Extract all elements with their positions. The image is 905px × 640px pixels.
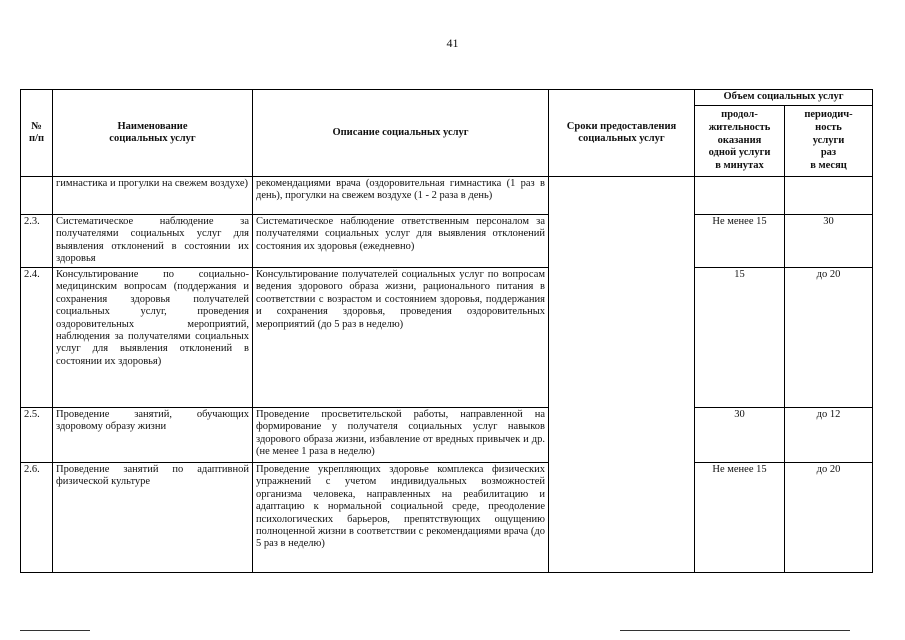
footer-rule-left bbox=[20, 630, 90, 631]
row-duration: Не менее 15 bbox=[695, 463, 785, 573]
row-service-description: Проведение укрепляющих здоровье комплекса физических упражнений с учетом индивидуальных возможностей организма человека, направленных на реабилитацию и адаптацию к нормальной социальной среде, преодоление психологических барьеров, препятствующих ощущению полноценной жизни в соответствии с рекомендациями врача (до 5 раз в неделю) bbox=[253, 463, 549, 573]
header-number bbox=[21, 90, 53, 177]
terms-cell bbox=[549, 177, 695, 573]
header-service-terms-text: Сроки предоставления социальных услуг bbox=[566, 120, 677, 144]
header-row bbox=[21, 90, 873, 106]
header-service-terms bbox=[549, 90, 695, 177]
row-service-description: Проведение просветительской работы, направленной на формирование у получателя социальных услуг навыков здорового образа жизни, избавление от вредных привычек и др. (не менее 1 раза в неделю) bbox=[253, 408, 549, 463]
row-duration: 30 bbox=[695, 408, 785, 463]
header-service-description-text: Описание социальных услуг bbox=[332, 126, 469, 138]
row-service-name: Консультирование по социально-медицинским вопросам (поддержания и сохранения здоровья получателей социальных услуг, проведения оздоровительных мероприятий, наблюдения за получателями социальных услуг для выявления отклонений в состоянии их здоровья) bbox=[53, 268, 253, 408]
row-service-name: Проведение занятий по адаптивной физической культуре bbox=[53, 463, 253, 573]
row-periodicity: до 12 bbox=[785, 408, 873, 463]
row-duration: Не менее 15 bbox=[695, 215, 785, 268]
header-periodicity bbox=[785, 106, 873, 177]
row-number bbox=[21, 177, 53, 215]
row-duration bbox=[695, 177, 785, 215]
row-duration: 15 bbox=[695, 268, 785, 408]
row-service-description: рекомендациями врача (оздоровительная гимнастика (1 раз в день), прогулки на свежем воздухе (1 - 2 раза в день) bbox=[253, 177, 549, 215]
table-row bbox=[21, 463, 873, 573]
row-service-description: Консультирование получателей социальных услуг по вопросам ведения здорового образа жизни, рационального питания в соответствии с возрастом и состоянием здоровья, поддержания и сохранения здоровья, проведения оздоровительных мероприятий (до 5 раз в неделю) bbox=[253, 268, 549, 408]
row-number: 2.4. bbox=[21, 268, 53, 408]
row-service-name: Систематическое наблюдение за получателями социальных услуг для выявления отклонений в состоянии их здоровья bbox=[53, 215, 253, 268]
header-service-volume-text: Объем социальных услуг bbox=[723, 91, 844, 103]
table-row bbox=[21, 177, 873, 215]
row-number: 2.5. bbox=[21, 408, 53, 463]
row-service-name: гимнастика и прогулки на свежем воздухе) bbox=[53, 177, 253, 215]
footer-rule-right bbox=[620, 630, 850, 631]
header-periodicity-text: периодич- ность услуги раз в месяц bbox=[804, 109, 853, 172]
page-number: 41 bbox=[446, 36, 459, 50]
table-row bbox=[21, 215, 873, 268]
header-number-text: № п/п bbox=[28, 120, 45, 144]
header-service-name-text: Наименование социальных услуг bbox=[109, 120, 196, 144]
header-duration bbox=[695, 106, 785, 177]
social-services-table bbox=[20, 89, 873, 573]
row-periodicity bbox=[785, 177, 873, 215]
header-duration-text: продол- жительность оказания одной услуги в минутах bbox=[708, 109, 771, 172]
row-periodicity: до 20 bbox=[785, 268, 873, 408]
row-service-description: Систематическое наблюдение ответственным персоналом за получателями социальных услуг для выявления отклонений состояния их здоровья (ежедневно) bbox=[253, 215, 549, 268]
header-service-volume bbox=[695, 90, 873, 106]
row-service-name: Проведение занятий, обучающих здоровому образу жизни bbox=[53, 408, 253, 463]
table-row bbox=[21, 408, 873, 463]
row-periodicity: 30 bbox=[785, 215, 873, 268]
header-service-description bbox=[253, 90, 549, 177]
header-service-name bbox=[53, 90, 253, 177]
row-number: 2.3. bbox=[21, 215, 53, 268]
table-row bbox=[21, 268, 873, 408]
row-periodicity: до 20 bbox=[785, 463, 873, 573]
row-number: 2.6. bbox=[21, 463, 53, 573]
